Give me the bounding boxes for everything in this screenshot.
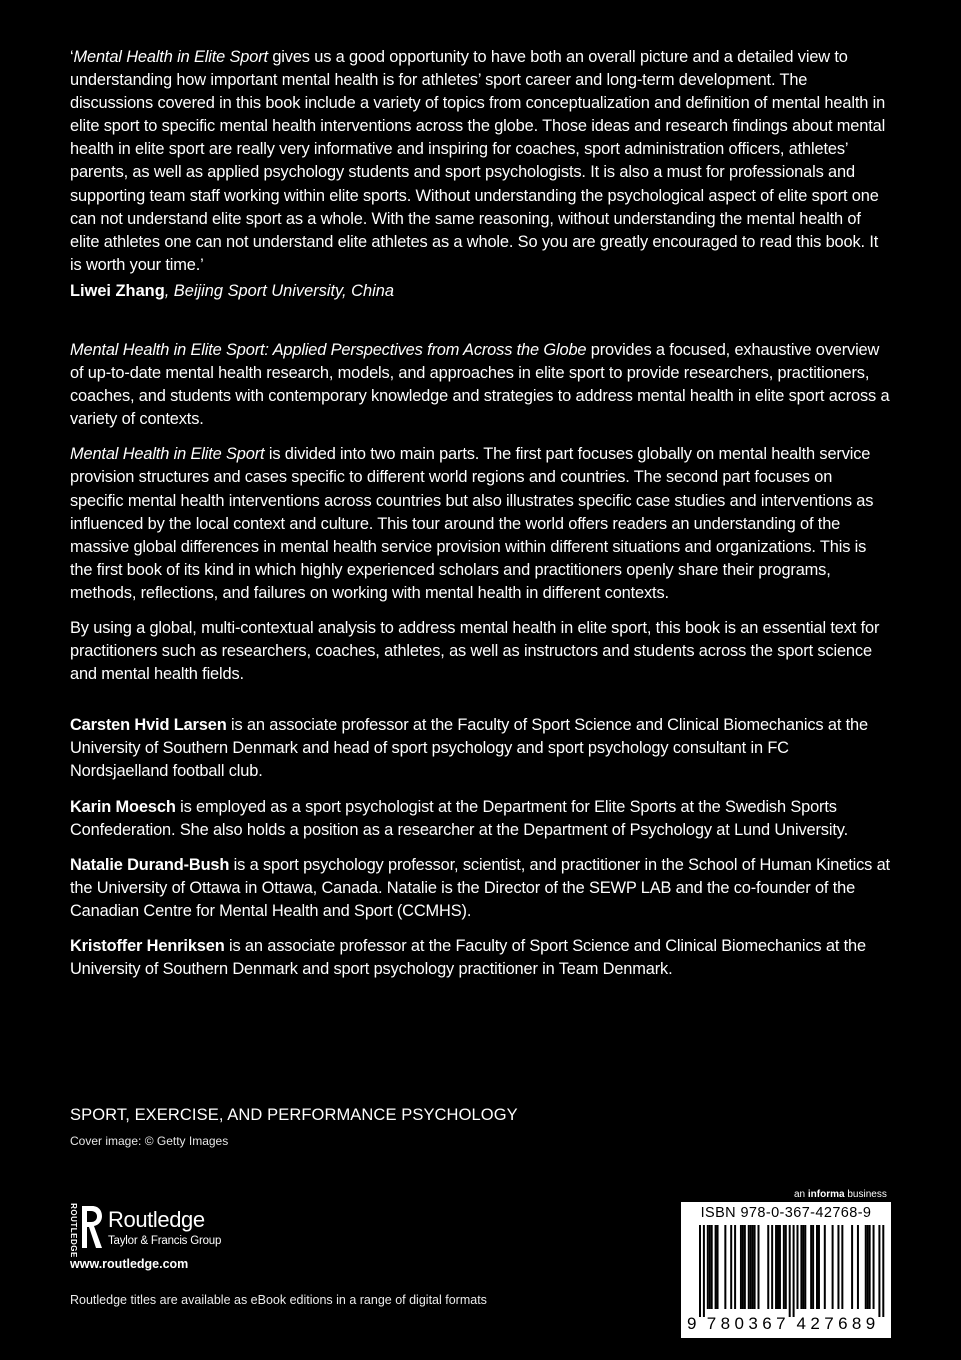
barcode-bar [837,1225,839,1309]
informa-business-line: an informa business [794,1189,887,1200]
quote-attribution [70,280,890,303]
author-name: Karin Moesch [70,797,176,816]
barcode-bar [867,1225,869,1309]
barcode-bar [804,1225,806,1309]
barcode-bar [707,1225,709,1309]
back-cover-text [70,46,890,981]
publisher-website[interactable]: www.routledge.com [70,1257,189,1271]
barcode-bar [703,1225,705,1317]
ebook-note: Routledge titles are available as eBook editions in a range of digital formats [70,1293,487,1307]
barcode-bar [841,1225,843,1309]
barcode-bar [750,1225,752,1309]
barcode-bar [818,1225,820,1309]
barcode-bar [789,1225,791,1317]
barcode-bar [851,1225,853,1309]
barcode-bar [810,1225,812,1309]
barcode-bar [734,1225,736,1309]
series-name: SPORT, EXERCISE, AND PERFORMANCE PSYCHOLOGY [70,1106,518,1124]
barcode-bar [857,1225,859,1309]
barcode-bar [767,1225,769,1309]
quote-affiliation: , Beijing Sport University, China [164,281,394,300]
barcode-bar [715,1225,717,1309]
barcode-graphic [685,1225,887,1335]
barcode-bar [777,1225,779,1309]
barcode-bar [869,1225,871,1309]
author-name: Kristoffer Henriksen [70,937,225,955]
barcode-bar [865,1225,867,1309]
quote-text: gives us a good opportunity to have both an overall picture and a detailed view to understanding how important mental health is for athletes’ sport career and long-term development. The discussions covered in this book include a variety of topics from conceptualization and definition of mental health in elite sport to specific mental health interventions across the globe. Those ideas and research findings about mental health in elite sport are really very informative and inspiring for coaches, sport administration officers, athletes’ parents, as well as applied psychology students and sport psychologists. It is also a must for professionals and supporting team staff working within elite sports. Without understanding the psychological aspect of elite sport one can not understand elite sport as a whole. With the same reasoning, without understanding the mental health of elite athletes one can not understand elite athletes as a whole. So you are greatly encouraged to read this book. It is worth your time.’ [70,48,886,274]
barcode-bar [882,1225,884,1317]
barcode-bar [771,1225,773,1309]
barcode-bar [748,1225,750,1309]
barcode-bar [709,1225,711,1309]
barcode-bar [740,1225,742,1309]
barcode-bar [717,1225,719,1309]
logo-vertical-text: ROUTLEDGE [68,1202,78,1258]
cover-image-credit: Cover image: © Getty Images [70,1134,229,1148]
barcode-bar [824,1225,826,1309]
barcode-bar [779,1225,781,1309]
publisher-group: Taylor & Francis Group [108,1235,222,1247]
endorsement-quote: ‘Mental Health in Elite Sport gives us a good opportunity to have both an overall picture and a detailed view to understanding how important mental health is for athletes’ sport career and long-term development. The discussions covered in this book include a variety of topics from conceptualization and definition of mental health in elite sport to specific mental health interventions across the globe. Those ideas and research findings about mental health in elite sport are really very informative and inspiring for coaches, sport administration officers, athletes’ parents, as well as applied psychology students and sport psychologists. It is also a must for professionals and supporting team staff working within elite sports. Without understanding the psychological aspect of elite sport one can not understand elite sport as a whole. With the same reasoning, without understanding the mental health of elite athletes one can not understand elite athletes as a whole. So you are greatly encouraged to read this book. It is worth your time.’ [70,48,886,274]
author-bio: Kristoffer Henriksen is an associate professor at the Faculty of Sport Science and Clinical Biomechanics at the University of Southern Denmark and sport psychology practitioner in Team Denmark. [70,937,866,979]
barcode-bar [724,1225,726,1309]
barcode-bar [744,1225,746,1309]
barcode-bar [797,1225,799,1309]
barcode-bar [873,1225,875,1309]
barcode-digits: 9 [687,1314,701,1333]
barcode-bar [812,1225,814,1309]
quote-book-title: Mental Health in Elite Sport [73,48,268,66]
description-paragraph: By using a global, multi-contextual analysis to address mental health in elite sport, this book is an essential text for practitioners such as researchers, coaches, athletes, as well as instructors and students across the sport science and mental health fields. [70,618,880,684]
barcode-bar [754,1225,756,1309]
author-bio: Carsten Hvid Larsen is an associate professor at the Faculty of Sport Science and Clinical Biomechanics at the University of Southern Denmark and head of sport psychology and sport psychology consultant in FC Nordsjaelland football club. [70,716,868,781]
routledge-logo [66,1204,266,1256]
isbn-barcode [681,1202,891,1338]
barcode-bar [878,1225,880,1317]
barcode-digits: 427689 [796,1314,880,1333]
barcode-bar [800,1225,802,1309]
publisher-name: Routledge [108,1207,205,1232]
description-paragraph: Mental Health in Elite Sport is divided into two main parts. The first part focuses globally on mental health service provision structures and cases specific to different world regions and countries. The second part focuses on specific mental health interventions across countries but also illustrates specific case studies and interventions as influenced by the local context and culture. This tour around the world offers readers an understanding of the massive global differences in mental health service provision within different situations and organizations. This is the first book of its kind in which highly experienced scholars and practitioners openly share their programs, methods, reflections, and failures on working with mental health in different contexts. [70,445,874,602]
barcode-bar [832,1225,834,1309]
isbn-label: ISBN 978-0-367-42768-9 [700,1205,872,1221]
barcode-bar [802,1225,804,1309]
author-bio: Karin Moesch is employed as a sport psychologist at the Department for Elite Sports at the Swedish Sports Confederation. She also holds a position as a researcher at the Department of Psychology at Lund University. [70,797,848,839]
author-name: Natalie Durand-Bush [70,855,230,874]
barcode-bar [816,1225,818,1309]
barcode-bar [730,1225,732,1309]
barcode-bar [711,1225,713,1309]
barcode-bar [793,1225,795,1317]
barcode-bar [775,1225,777,1309]
author-name: Carsten Hvid Larsen [70,716,227,735]
routledge-r-icon [81,1204,103,1250]
barcode-bar [742,1225,744,1309]
barcode-digits: 780367 [706,1314,790,1333]
quote-author: Liwei Zhang [70,281,165,300]
barcode-bar [785,1225,787,1309]
description-paragraph: Mental Health in Elite Sport: Applied Perspectives from Across the Globe provides a focused, exhaustive overview of up-to-date mental health research, models, and approaches in elite sport to provide researchers, practitioners, coaches, and students with contemporary knowledge and strategies to address mental health in elite sport across a variety of contexts. [70,340,890,429]
barcode-bar [783,1225,785,1309]
author-bio: Natalie Durand-Bush is a sport psychology professor, scientist, and practitioner in the School of Human Kinetics at the University of Ottawa in Ottawa, Canada. Natalie is the Director of the SEWP LAB and the co-founder of the Canadian Centre for Mental Health and Sport (CCMHS). [70,855,890,920]
barcode-bar [699,1225,701,1317]
barcode-bar [758,1225,760,1309]
barcode-bar [752,1225,754,1309]
